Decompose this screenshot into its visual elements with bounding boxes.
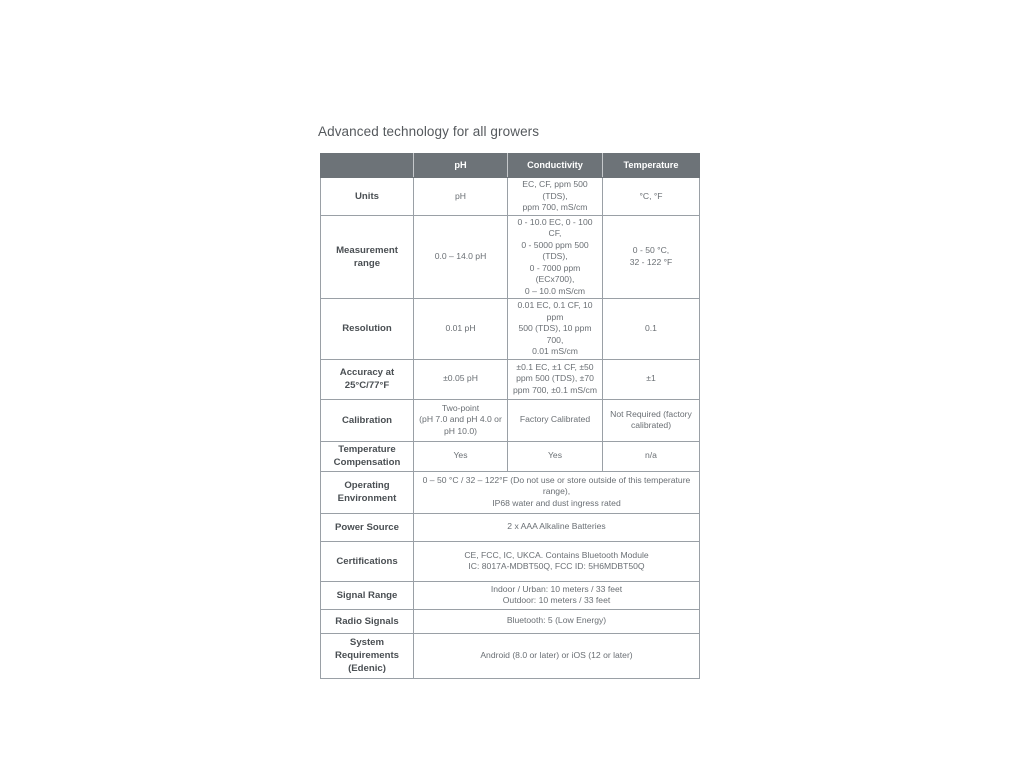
row-label: Units <box>321 178 414 216</box>
header-cell-temperature: Temperature <box>603 154 700 178</box>
header-cell-conductivity: Conductivity <box>508 154 603 178</box>
cell-span: 2 x AAA Alkaline Batteries <box>414 513 700 541</box>
row-label: System Requirements (Edenic) <box>321 633 414 678</box>
row-label: Measurement range <box>321 215 414 299</box>
row-label: Calibration <box>321 399 414 441</box>
cell-temperature: °C, °F <box>603 178 700 216</box>
cell-conductivity: 0.01 EC, 0.1 CF, 10 ppm 500 (TDS), 10 ppm 700, 0.01 mS/cm <box>508 299 603 360</box>
cell-ph: pH <box>414 178 508 216</box>
page-title: Advanced technology for all growers <box>318 124 540 139</box>
cell-temperature: Not Required (factory calibrated) <box>603 399 700 441</box>
row-label: Accuracy at 25°C/77°F <box>321 359 414 399</box>
table-row <box>321 513 700 541</box>
cell-temperature: ±1 <box>603 359 700 399</box>
table-row <box>321 299 700 360</box>
table-row <box>321 581 700 609</box>
cell-span: Android (8.0 or later) or iOS (12 or later) <box>414 633 700 678</box>
cell-conductivity: 0 - 10.0 EC, 0 - 100 CF, 0 - 5000 ppm 500 (TDS), 0 - 7000 ppm (ECx700), 0 – 10.0 mS/cm <box>508 215 603 299</box>
cell-span: Indoor / Urban: 10 meters / 33 feet Outdoor: 10 meters / 33 feet <box>414 581 700 609</box>
table-row <box>321 399 700 441</box>
cell-temperature: 0.1 <box>603 299 700 360</box>
cell-ph: ±0.05 pH <box>414 359 508 399</box>
cell-ph: 0.0 – 14.0 pH <box>414 215 508 299</box>
row-label: Certifications <box>321 541 414 581</box>
cell-span: CE, FCC, IC, UKCA. Contains Bluetooth Module IC: 8017A-MDBT50Q, FCC ID: 5H6MDBT50Q <box>414 541 700 581</box>
header-row <box>321 154 700 178</box>
table-row <box>321 215 700 299</box>
row-label: Resolution <box>321 299 414 360</box>
cell-ph: Yes <box>414 441 508 471</box>
cell-ph: Two-point (pH 7.0 and pH 4.0 or pH 10.0) <box>414 399 508 441</box>
table-row <box>321 609 700 633</box>
cell-conductivity: Factory Calibrated <box>508 399 603 441</box>
spec-table <box>320 153 700 679</box>
cell-conductivity: ±0.1 EC, ±1 CF, ±50 ppm 500 (TDS), ±70 ppm 700, ±0.1 mS/cm <box>508 359 603 399</box>
cell-temperature: n/a <box>603 441 700 471</box>
table-row <box>321 471 700 513</box>
table-row <box>321 359 700 399</box>
cell-span: Bluetooth: 5 (Low Energy) <box>414 609 700 633</box>
table-row <box>321 541 700 581</box>
row-label: Signal Range <box>321 581 414 609</box>
row-label: Temperature Compensation <box>321 441 414 471</box>
cell-ph: 0.01 pH <box>414 299 508 360</box>
row-label: Operating Environment <box>321 471 414 513</box>
cell-conductivity: Yes <box>508 441 603 471</box>
cell-temperature: 0 - 50 °C, 32 - 122 °F <box>603 215 700 299</box>
header-cell-empty <box>321 154 414 178</box>
row-label: Power Source <box>321 513 414 541</box>
table-body <box>321 178 700 679</box>
row-label: Radio Signals <box>321 609 414 633</box>
cell-conductivity: EC, CF, ppm 500 (TDS), ppm 700, mS/cm <box>508 178 603 216</box>
cell-span: 0 – 50 °C / 32 – 122°F (Do not use or store outside of this temperature range), IP68 water and dust ingress rated <box>414 471 700 513</box>
table-row <box>321 633 700 678</box>
table-row <box>321 441 700 471</box>
header-cell-ph: pH <box>414 154 508 178</box>
table-row <box>321 178 700 216</box>
table-header <box>321 154 700 178</box>
